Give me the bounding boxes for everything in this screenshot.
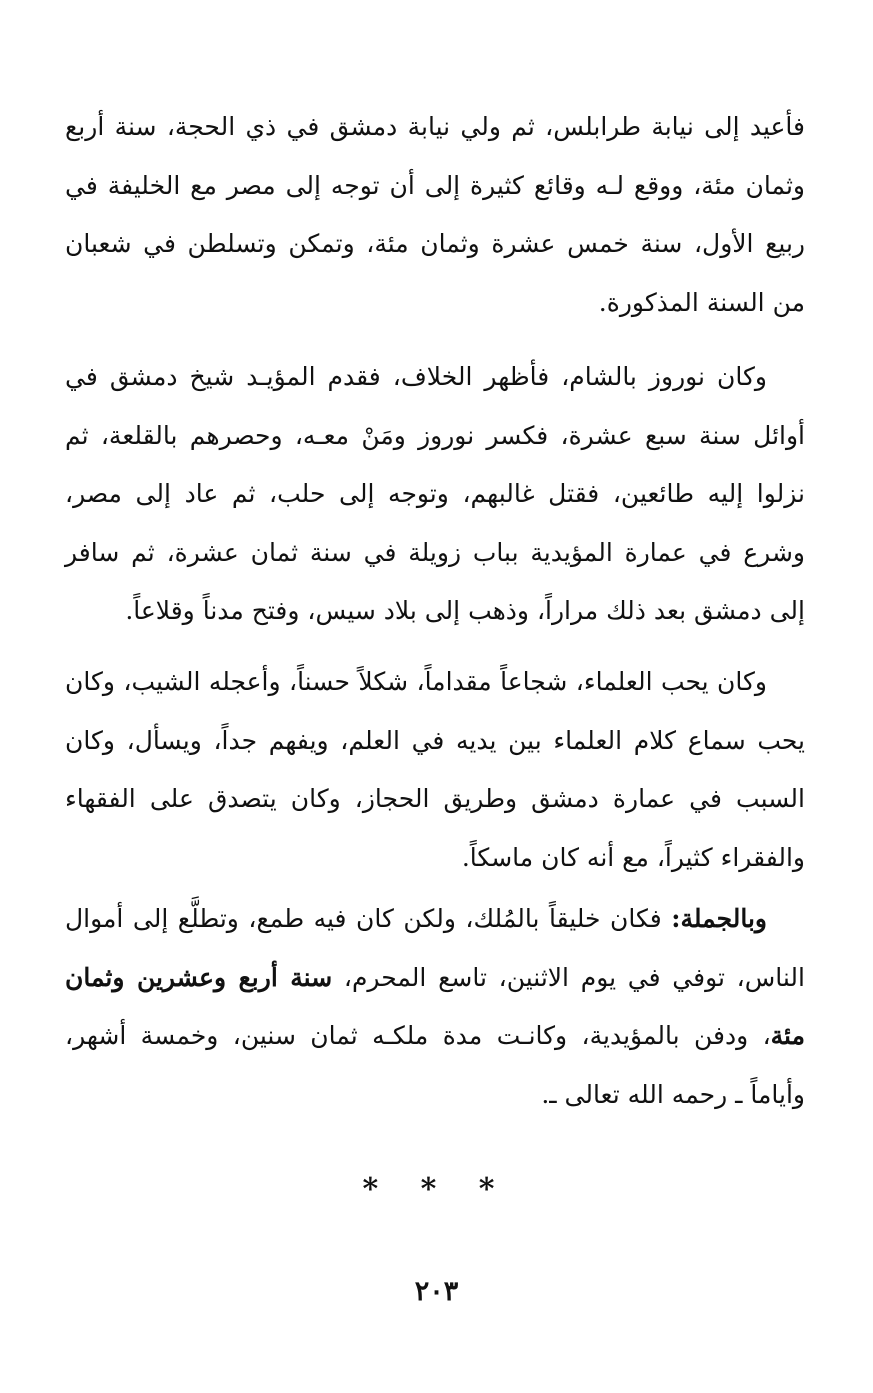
- paragraph-2: [65, 348, 805, 641]
- paragraph-1: [65, 98, 805, 332]
- paragraph-4-part1: فكان خليقاً بالمُلك، ولكن كان فيه طمع، وتطلَّع إلى أموال الناس، توفي في يوم الاثنين، تاسع المحرم،: [65, 904, 805, 992]
- paragraph-4-part2: ، ودفن بالمؤيدية، وكانـت مدة ملكـه ثمان سنين، وخمسة أشهر، وأياماً ـ رحمه الله تعالى ـ.: [65, 1021, 805, 1109]
- paragraph-4: [65, 890, 805, 1124]
- section-divider: * * *: [362, 1172, 511, 1207]
- paragraph-2-text: وكان نوروز بالشام، فأظهر الخلاف، فقدم المؤيـد شيخ دمشق في أوائل سنة سبع عشرة، فكسر نوروز ومَنْ معـه، وحصرهم بالقلعة، ثم نزلوا إليه طائعين، فقتل غالبهم، وتوجه إلى حلب، ثم عاد إلى مصر، وشرع في عمارة المؤيدية بباب زويلة في سنة ثمان عشرة، ثم سافر إلى دمشق بعد ذلك مراراً، وذهب إلى بلاد سيس، وفتح مدناً وقلاعاً.: [65, 362, 805, 625]
- paragraph-4-lead: وبالجملة:: [671, 904, 767, 933]
- page-number: ٢٠٣: [414, 1276, 459, 1307]
- paragraph-1-text: فأعيد إلى نيابة طرابلس، ثم ولي نيابة دمشق في ذي الحجة، سنة أربع وثمان مئة، ووقع لـه وقائع كثيرة إلى أن توجه إلى مصر مع الخليفة في ربيع الأول، سنة خمس عشرة وثمان مئة، وتمكن وتسلطن في شعبان من السنة المذكورة.: [65, 112, 805, 317]
- paragraph-3-text: وكان يحب العلماء، شجاعاً مقداماً، شكلاً حسناً، وأعجله الشيب، وكان يحب سماع كلام العلماء بين يديه في العلم، ويفهم جداً، ويسأل، وكان السبب في عمارة دمشق وطريق الحجاز، وكان يتصدق على الفقهاء والفقراء كثيراً، مع أنه كان ماسكاً.: [65, 667, 805, 872]
- paragraph-3: [65, 653, 805, 887]
- paragraph-4-bold-date: سنة أربع وعشرين وثمان مئة: [65, 962, 805, 1050]
